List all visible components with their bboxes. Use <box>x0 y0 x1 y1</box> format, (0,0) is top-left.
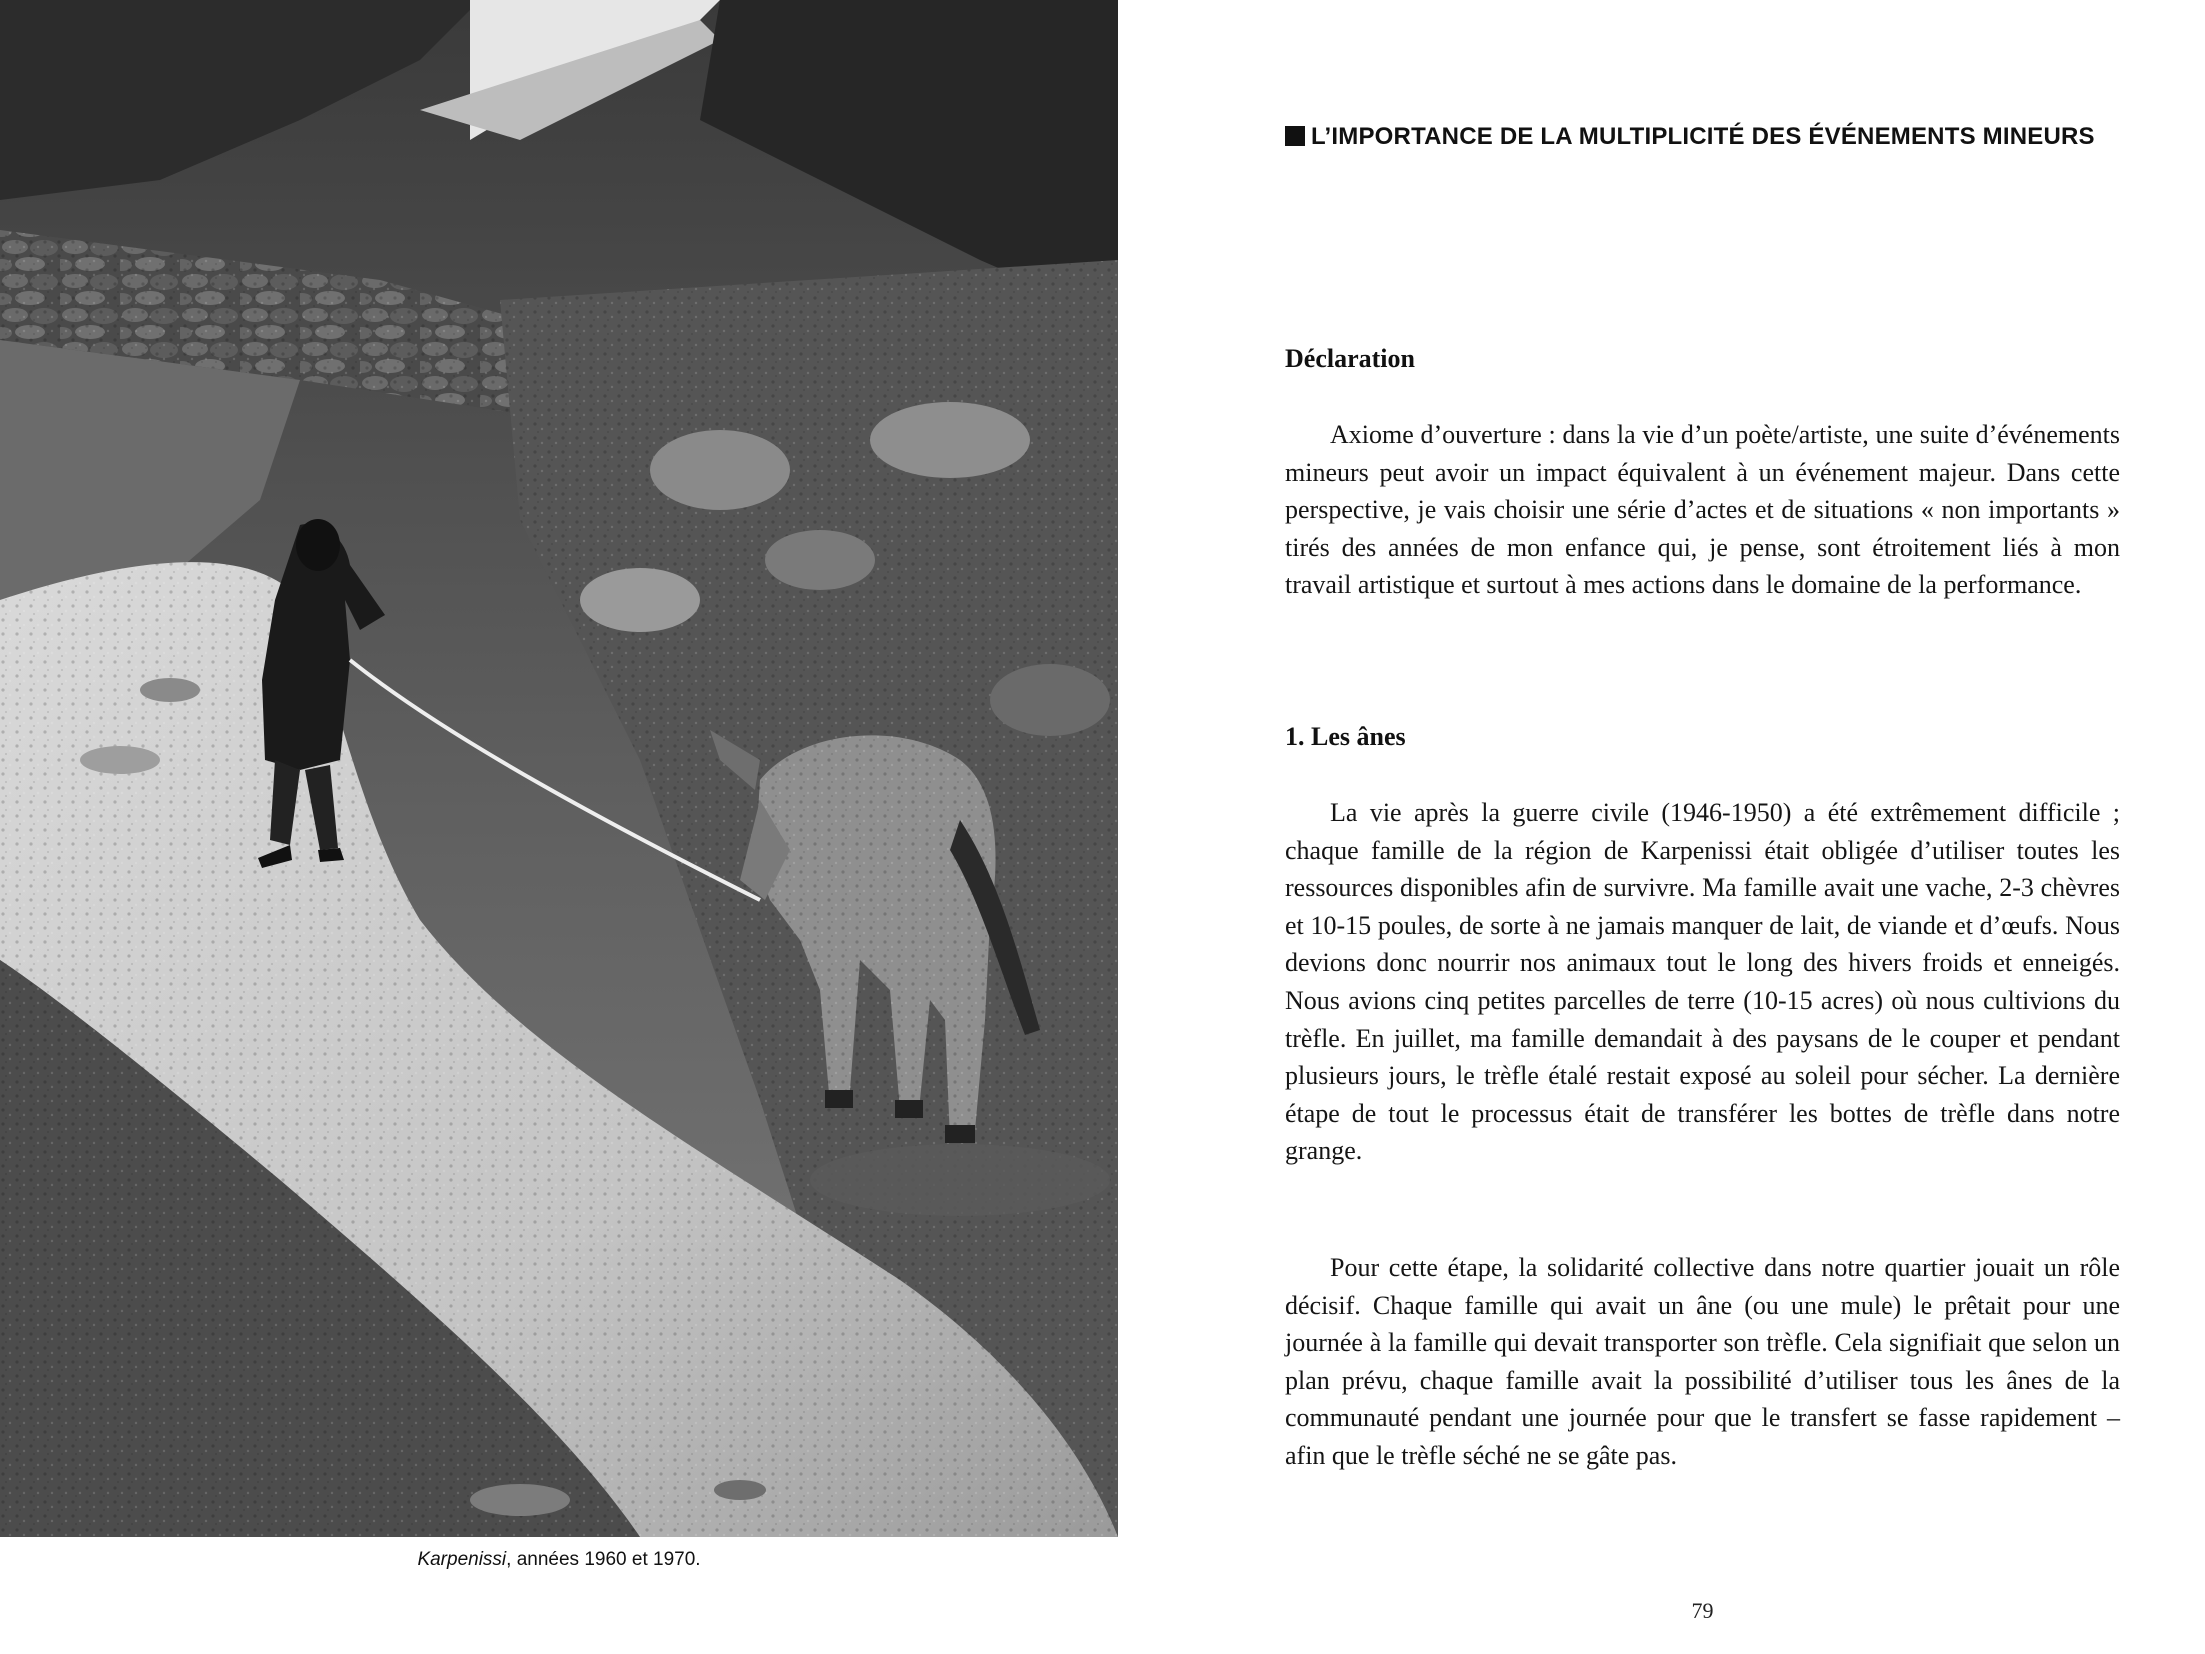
photo-caption <box>0 1549 1118 1571</box>
section-title-declaration: Déclaration <box>1285 344 1415 373</box>
photo-illustration <box>0 0 1118 1537</box>
caption-place: Karpenissi <box>417 1549 507 1570</box>
chapter-heading <box>1285 123 2120 151</box>
square-bullet-icon <box>1285 126 1305 146</box>
caption-text: , années 1960 et 1970. <box>506 1549 701 1570</box>
text-page <box>1285 0 2120 1654</box>
paragraph-les-anes-1: La vie après la guerre civile (1946-1950) a été extrêmement difficile ; chaque famille de la région de Karpenissi était obligée d’utiliser toutes les ressources disponibles afin de survivre. Ma famille avait une vache, 2-3 chèvres et 10-15 poules, de sorte à ne jamais manquer de lait, de viande et d’œufs. Nous devions donc nourrir nos animaux tout le long des hivers froids et enneigés. Nous avions cinq petites parcelles de terre (10-15 acres) où nous cultivions du trèfle. En juillet, ma famille demandait à des paysans de le couper et pendant plusieurs jours, le trèfle étalé restait exposé au soleil pour sécher. La dernière étape de tout le processus était de transférer les bottes de trèfle dans notre grange. <box>1285 798 2120 1166</box>
page-number: 79 <box>1691 1598 1714 1623</box>
photo-woman-leading-donkey <box>0 0 1118 1537</box>
paragraph-les-anes-2: Pour cette étape, la solidarité collective dans notre quartier jouait un rôle décisif. Chaque famille qui avait un âne (ou une mule) le prêtait pour une journée à la famille qui devait transporter son trèfle. Cela signifiait que selon un plan prévu, chaque famille avait la possibilité d’utiliser tous les ânes de la communauté pendant une journée pour que le transfert se fasse rapidement – afin que le trèfle séché ne se gâte pas. <box>1285 1253 2120 1470</box>
chapter-heading-text: L’IMPORTANCE DE LA MULTIPLICITÉ DES ÉVÉNEMENTS MINEURS <box>1311 123 2095 150</box>
section-title-les-anes: 1. Les ânes <box>1285 722 1406 751</box>
paragraph-declaration: Axiome d’ouverture : dans la vie d’un poète/artiste, une suite d’événements mineurs peut avoir un impact équivalent à un événement majeur. Dans cette perspective, je vais choisir une série d’actes et de situations « non importants » tirés des années de mon enfance qui, je pense, sont étroitement liés à mon travail artistique et surtout à mes actions dans le domaine de la performance. <box>1285 420 2120 600</box>
